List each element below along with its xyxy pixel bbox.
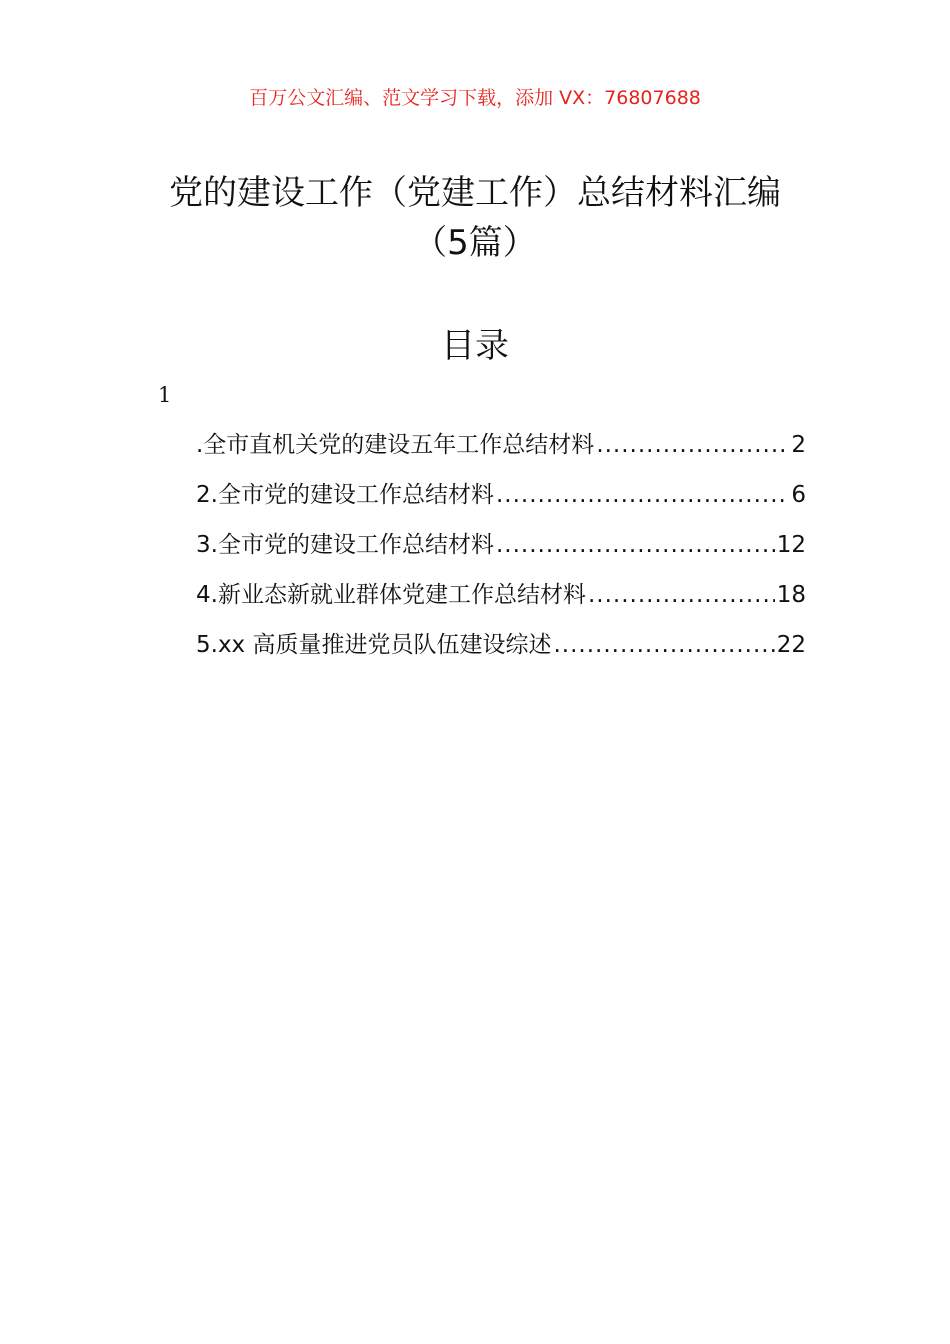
- toc-dot-leader: [496, 470, 789, 520]
- toc-list: [196, 420, 806, 670]
- toc-entry-page: 18: [776, 582, 806, 608]
- toc-entry-page: 12: [776, 532, 806, 558]
- toc-entry-label: 5.xx 高质量推进党员队伍建设综述: [196, 632, 552, 658]
- toc-entry-2[interactable]: [196, 470, 806, 520]
- document-title-line-2: （5篇）: [413, 223, 537, 263]
- toc-dot-leader: [496, 520, 775, 570]
- toc-dot-leader: [596, 420, 789, 470]
- document-title-line-1: 党的建设工作（党建工作）总结材料汇编: [169, 173, 781, 213]
- toc-heading: 目录: [441, 326, 509, 366]
- toc-entry-label: 2.全市党的建设工作总结材料: [196, 482, 494, 508]
- toc-dot-leader: [588, 570, 775, 620]
- toc-number-marker: 1: [158, 383, 172, 407]
- toc-entry-label: 4.新业态新就业群体党建工作总结材料: [196, 582, 586, 608]
- toc-dot-leader: [553, 620, 774, 670]
- toc-entry-page: 2: [791, 432, 806, 458]
- toc-entry-1[interactable]: [196, 420, 806, 470]
- toc-entry-page: 6: [791, 482, 806, 508]
- document-title: [100, 168, 850, 268]
- toc-entry-3[interactable]: [196, 520, 806, 570]
- toc-entry-5[interactable]: [196, 620, 806, 670]
- toc-entry-label: 3.全市党的建设工作总结材料: [196, 532, 494, 558]
- toc-entry-page: 22: [776, 632, 806, 658]
- toc-entry-4[interactable]: [196, 570, 806, 620]
- promo-banner: 百万公文汇编、范文学习下载，添加 VX：76807688: [249, 87, 701, 109]
- toc-entry-label: .全市直机关党的建设五年工作总结材料: [196, 432, 595, 458]
